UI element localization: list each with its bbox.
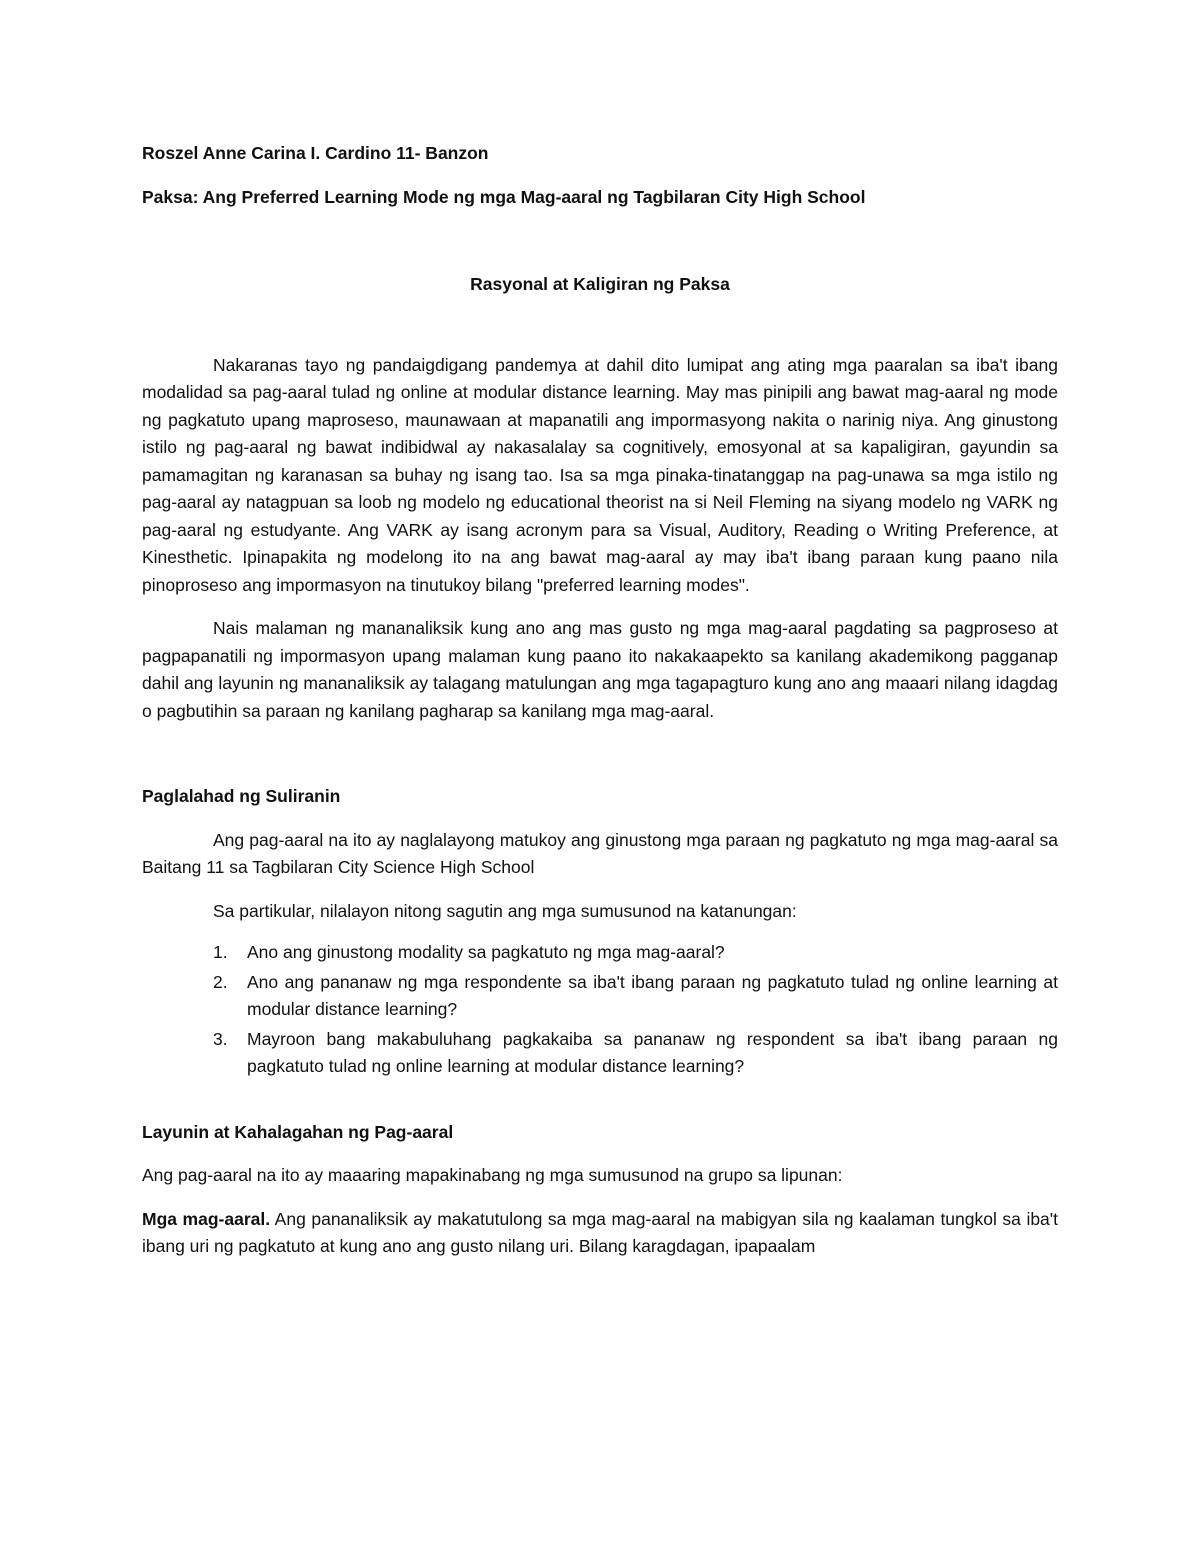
rasyonal-paragraph-2: Nais malaman ng mananaliksik kung ano ang mas gusto ng mga mag-aaral pagdating sa pagproseso at pagpapanatili ng impormasyon upang malaman kung paano ito nakakaapekto sa kanilang akademikong pagganap dahil ang layunin ng mananaliksik ay talagang matulungan ang mga tagapagturo kung ano ang maaari nilang idagdag o pagbutihin sa paraan ng kanilang pagharap sa kanilang mga mag-aaral. xyxy=(142,618,1058,721)
questions-list xyxy=(142,939,1058,1081)
list-item-text: Ano ang ginustong modality sa pagkatuto ng mga mag-aaral? xyxy=(247,942,725,962)
list-item-number: 3. xyxy=(213,1028,228,1049)
list-item xyxy=(142,1026,1058,1081)
layunin-group-paragraph xyxy=(142,1206,1058,1261)
suliranin-paragraph: Ang pag-aaral na ito ay naglalayong matukoy ang ginustong mga paraan ng pagkatuto ng mga mag-aaral sa Baitang 11 sa Tagbilaran City Science High School xyxy=(142,829,1058,877)
list-item xyxy=(142,939,1058,967)
rasyonal-heading: Rasyonal at Kaligiran ng Paksa xyxy=(470,274,730,294)
list-item-text: Ano ang pananaw ng mga respondente sa iba't ibang paraan ng pagkatuto tulad ng online learning at modular distance learning? xyxy=(247,971,1058,1019)
group-label: Mga mag-aaral. xyxy=(142,1208,271,1229)
list-item xyxy=(142,969,1058,1024)
suliranin-intro: Sa partikular, nilalayon nitong sagutin ang mga sumusunod na katanungan: xyxy=(213,900,797,921)
list-item-text: Mayroon bang makabuluhang pagkakaiba sa pananaw ng respondent sa iba't ibang paraan ng pagkatuto tulad ng online learning at modular distance learning? xyxy=(247,1028,1058,1076)
layunin-intro: Ang pag-aaral na ito ay maaaring mapakinabang ng mga sumusunod na grupo sa lipunan: xyxy=(142,1165,843,1185)
suliranin-heading: Paglalahad ng Suliranin xyxy=(142,786,341,806)
list-item-number: 2. xyxy=(213,971,228,992)
author-line: Roszel Anne Carina I. Cardino 11- Banzon xyxy=(142,143,489,163)
layunin-heading: Layunin at Kahalagahan ng Pag-aaral xyxy=(142,1121,454,1142)
topic-line: Paksa: Ang Preferred Learning Mode ng mga Mag-aaral ng Tagbilaran City High School xyxy=(142,186,866,207)
group-text: Ang pananaliksik ay makatutulong sa mga mag-aaral na mabigyan sila ng kaalaman tungkol sa iba't ibang uri ng pagkatuto at kung ano ang gusto nilang uri. Bilang karagdagan, ipapaalam xyxy=(142,1208,1058,1256)
section-spacer xyxy=(142,741,1058,783)
rasyonal-paragraph-1: Nakaranas tayo ng pandaigdigang pandemya at dahil dito lumipat ang ating mga paaralan sa iba't ibang modalidad sa pag-aaral tulad ng online at modular distance learning. May mas pinipili ang bawat mag-aaral ng mode ng pagkatuto upang maproseso, maunawaan at mapanatili ang impormasyong nakita o narinig niya. Ang ginustong istilo ng pag-aaral ng bawat indibidwal ay nakasalalay sa cognitively, emosyonal at sa kapaligiran, gayundin sa pamamagitan ng karanasan sa buhay ng isang tao. Isa sa mga pinaka-tinatanggap na pag-unawa sa mga istilo ng pag-aaral ay natagpuan sa loob ng modelo ng educational theorist na si Neil Fleming na siyang modelo ng VARK ng pag-aaral ng estudyante. Ang VARK ay isang acronym para sa Visual, Auditory, Reading o Writing Preference, at Kinesthetic. Ipinapakita ng modelong ito na ang bawat mag-aaral ay may iba't ibang paraan kung paano nila pinoproseso ang impormasyon na tinutukoy bilang "preferred learning modes". xyxy=(142,354,1058,595)
document-body xyxy=(142,140,1058,1277)
list-item-number: 1. xyxy=(213,942,228,962)
